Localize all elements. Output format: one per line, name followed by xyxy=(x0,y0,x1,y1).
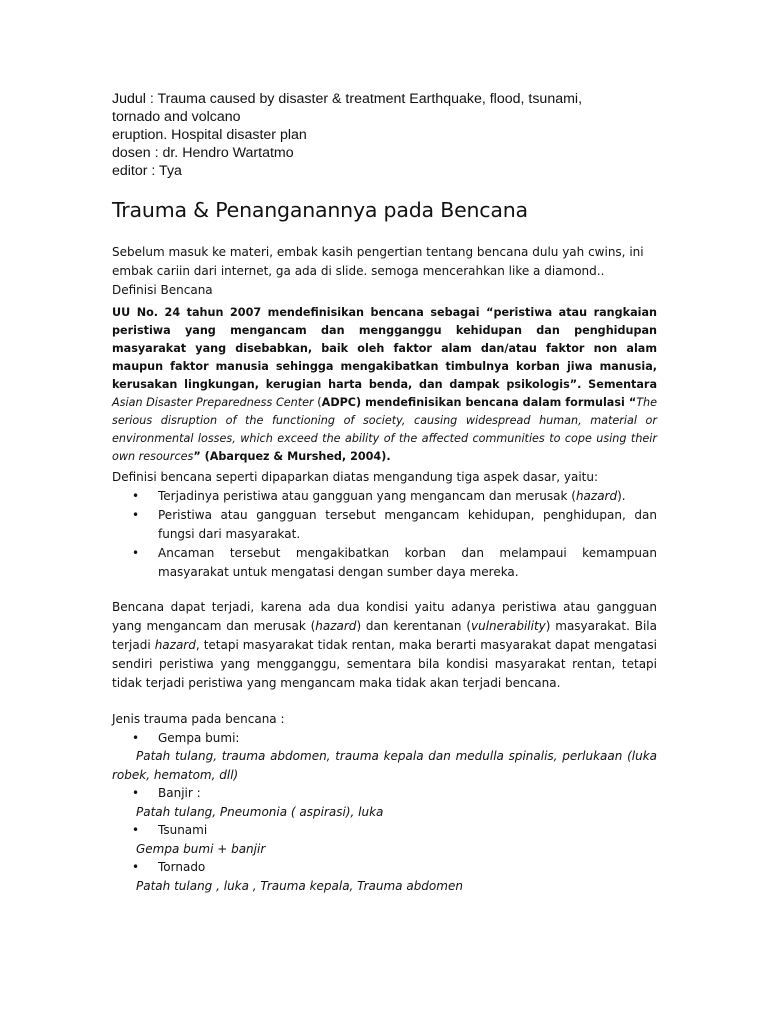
bullet-icon: • xyxy=(132,546,140,560)
conditions-text-1: Bencana dapat terjadi, karena ada dua kondisi yaitu adanya peristiwa atau gangguan yang mengancam dan merusak ( xyxy=(112,600,657,633)
aspects-list xyxy=(112,487,657,582)
conditions-hazard-2: hazard xyxy=(154,638,196,652)
list-item xyxy=(112,858,657,877)
definition-paragraph xyxy=(112,304,657,466)
bullet-icon: • xyxy=(132,730,140,745)
list-item xyxy=(112,544,657,582)
list-item xyxy=(112,487,657,506)
definition-text-3: ) mendefinisikan bencana dalam formulasi “ xyxy=(356,396,637,409)
trauma-banjir-label: Banjir : xyxy=(158,786,201,800)
aspect-2-text: Peristiwa atau gangguan tersebut mengancam kehidupan, penghidupan, dan fungsi dari masyarakat. xyxy=(158,508,657,541)
intro-line1: Sebelum masuk ke materi, embak kasih pengertian tentang bencana dulu yah cwins, ini xyxy=(112,245,644,259)
list-item xyxy=(112,821,657,840)
aspect-1-hazard: hazard xyxy=(575,489,618,503)
trauma-types-section xyxy=(112,710,657,895)
list-item xyxy=(112,506,657,544)
definition-text-1: UU No. 24 tahun 2007 mendefinisikan bencana sebagai “peristiwa atau rangkaian peristiwa yang mengancam dan mengganggu kehidupan dan penghidupan masyarakat yang disebabkan, baik oleh faktor alam dan/atau faktor non alam maupun faktor manusia sehingga mengakibatkan timbulnya korban jiwa manusia, kerusakan lingkungan, kerugian harta benda, dan dampak psikologis”. Sementara xyxy=(112,306,657,391)
conditions-text-3: ) masyarakat. Bila terjadi xyxy=(112,619,657,652)
conditions-vulnerability: vulnerability xyxy=(471,619,546,633)
aspect-3-text: Ancaman tersebut mengakibatkan korban dan melampaui kemampuan masyarakat untuk mengatasi dengan sumber daya mereka. xyxy=(158,546,657,579)
bullet-icon: • xyxy=(132,823,140,837)
definition-heading: Definisi Bencana xyxy=(112,283,213,297)
definition-org-name: Asian Disaster Preparedness Center xyxy=(112,396,314,409)
intro-line2: embak cariin dari internet, ga ada di slide. semoga mencerahkan like a diamond.. xyxy=(112,264,605,278)
list-item xyxy=(112,784,657,803)
bullet-icon: • xyxy=(132,508,140,522)
trauma-tsunami-desc: Gempa bumi + banjir xyxy=(136,841,266,856)
trauma-tornado-label: Tornado xyxy=(158,860,206,874)
definition-citation: Abarquez & Murshed, 2004 xyxy=(209,450,382,463)
header-judul-line1: Judul : Trauma caused by disaster & treatment Earthquake, flood, tsunami, xyxy=(112,91,583,107)
trauma-gempa-desc: Patah tulang, trauma abdomen, trauma kepala dan medulla spinalis, perlukaan (luka robek, hematom, dll) xyxy=(112,749,657,782)
trauma-types-heading: Jenis trauma pada bencana : xyxy=(112,712,285,726)
header-editor: editor : Tya xyxy=(112,163,182,179)
conditions-hazard-1: hazard xyxy=(315,619,357,633)
definition-org-abbr: ADPC xyxy=(321,396,357,409)
bullet-icon: • xyxy=(132,786,140,800)
header-dosen: dosen : dr. Hendro Wartatmo xyxy=(112,145,294,161)
intro-paragraph xyxy=(112,243,657,300)
definition-text-5: ). xyxy=(381,450,391,463)
definition-text-2: ( xyxy=(313,396,322,409)
aspects-intro: Definisi bencana seperti dipaparkan diatas mengandung tiga aspek dasar, yaitu: xyxy=(112,470,599,484)
aspect-1-end: ). xyxy=(617,489,626,503)
definition-text-4: ” ( xyxy=(193,450,210,463)
conditions-paragraph xyxy=(112,598,657,693)
header-judul-line3: eruption. Hospital disaster plan xyxy=(112,127,307,143)
header-judul-line2: tornado and volcano xyxy=(112,109,241,125)
document-header xyxy=(112,90,657,180)
bullet-icon: • xyxy=(132,489,140,503)
page-title: Trauma & Penanganannya pada Bencana xyxy=(112,198,528,222)
conditions-text-2: ) dan kerentanan ( xyxy=(356,619,472,633)
trauma-gempa-label: Gempa bumi: xyxy=(158,730,240,745)
definition-quote: The serious disruption of the functioning of society, causing widespread human, material or environmental losses, which exceed the ability of the affected communities to cope using their own resources xyxy=(112,396,657,463)
bullet-icon: • xyxy=(132,860,140,874)
trauma-tornado-desc: Patah tulang , luka , Trauma kepala, Trauma abdomen xyxy=(136,878,463,893)
list-item xyxy=(112,729,657,748)
trauma-banjir-desc: Patah tulang, Pneumonia ( aspirasi), luka xyxy=(136,804,384,819)
aspect-1-text: Terjadinya peristiwa atau gangguan yang mengancam dan merusak ( xyxy=(158,489,576,503)
conditions-text-4: , tetapi masyarakat tidak rentan, maka berarti masyarakat dapat mengatasi sendiri peristiwa yang mengganggu, sementara bila kondisi masyarakat rentan, tetapi tidak terjadi peristiwa yang mengancam maka tidak akan terjadi bencana. xyxy=(112,638,657,690)
trauma-tsunami-label: Tsunami xyxy=(158,823,208,837)
